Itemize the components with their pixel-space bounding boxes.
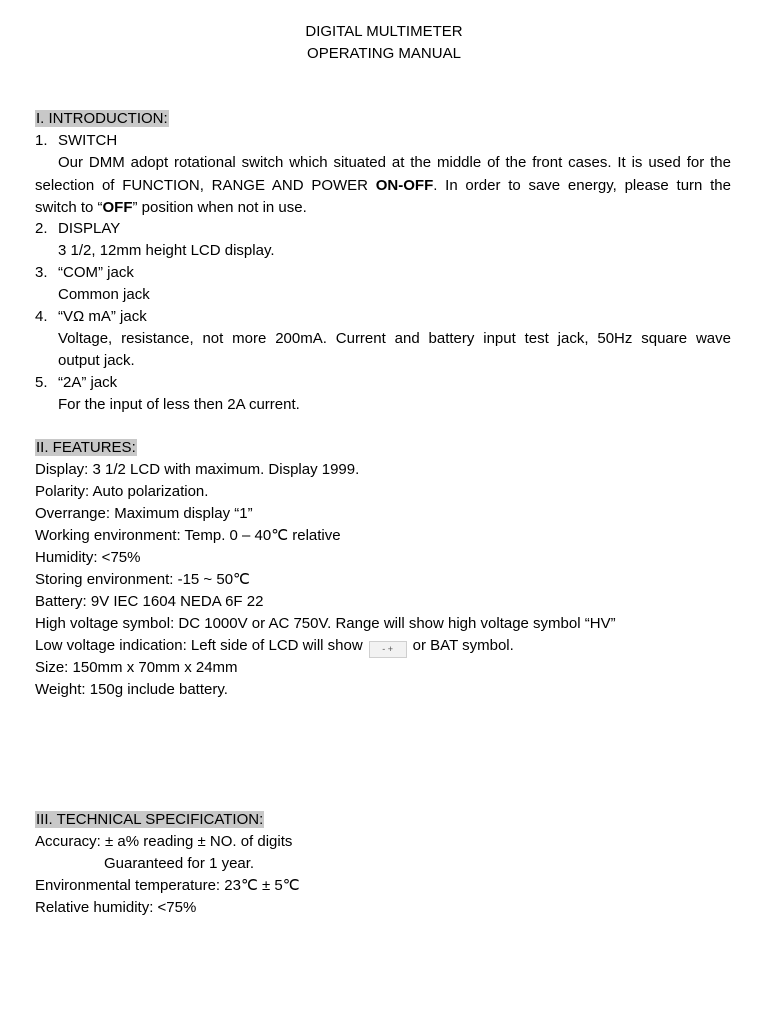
intro-item-2a-jack: 5. “2A” jack (35, 374, 118, 391)
feature-line: Size: 150mm x 70mm x 24mm (35, 659, 238, 676)
intro-item-com-jack: 3. “COM” jack (35, 264, 134, 281)
vohm-jack-desc-line2: output jack. (58, 352, 135, 369)
switch-text-line3: switch to “OFF” position when not in use. (35, 199, 307, 216)
section-heading-introduction: I. INTRODUCTION: (36, 110, 168, 127)
com-jack-desc: Common jack (58, 286, 150, 303)
intro-item-vohm-jack: 4. “VΩ mA” jack (35, 308, 147, 325)
feature-line: Polarity: Auto polarization. (35, 483, 209, 500)
switch-text-line2: selection of FUNCTION, RANGE AND POWER ON-OFF. In order to save energy, please turn the (35, 177, 731, 194)
spec-humidity: Relative humidity: <75% (35, 899, 197, 916)
spec-accuracy: Accuracy: ± a% reading ± NO. of digits (35, 833, 293, 850)
intro-item-switch: 1. SWITCH (35, 132, 118, 149)
feature-low-voltage: Low voltage indication: Left side of LCD will show - + or BAT symbol. (35, 635, 514, 658)
battery-icon: - + (369, 641, 407, 658)
spec-guaranteed: Guaranteed for 1 year. (104, 855, 255, 872)
feature-line: Battery: 9V IEC 1604 NEDA 6F 22 (35, 593, 264, 610)
2a-jack-desc: For the input of less then 2A current. (58, 396, 300, 413)
spec-env-temp: Environmental temperature: 23℃ ± 5℃ (35, 877, 300, 894)
feature-line: Weight: 150g include battery. (35, 681, 228, 698)
intro-item-display: 2. DISPLAY (35, 220, 121, 237)
feature-line: Working environment: Temp. 0 – 40℃ relative (35, 527, 341, 544)
vohm-jack-desc-line1: Voltage, resistance, not more 200mA. Current and battery input test jack, 50Hz square wave (58, 330, 731, 347)
display-desc: 3 1/2, 12mm height LCD display. (58, 242, 275, 259)
section-heading-technical: III. TECHNICAL SPECIFICATION: (36, 811, 264, 828)
feature-line: Humidity: <75% (35, 549, 141, 566)
feature-line: High voltage symbol: DC 1000V or AC 750V. Range will show high voltage symbol “HV” (35, 615, 616, 632)
feature-line: Storing environment: -15 ~ 50℃ (35, 571, 250, 588)
feature-line: Overrange: Maximum display “1” (35, 505, 253, 522)
feature-line: Display: 3 1/2 LCD with maximum. Display 1999. (35, 461, 360, 478)
section-heading-features: II. FEATURES: (36, 439, 136, 456)
doc-title-line2: OPERATING MANUAL (307, 45, 461, 62)
switch-text-line1: Our DMM adopt rotational switch which situated at the middle of the front cases. It is used for the (58, 154, 731, 171)
doc-title-line1: DIGITAL MULTIMETER (305, 23, 463, 40)
